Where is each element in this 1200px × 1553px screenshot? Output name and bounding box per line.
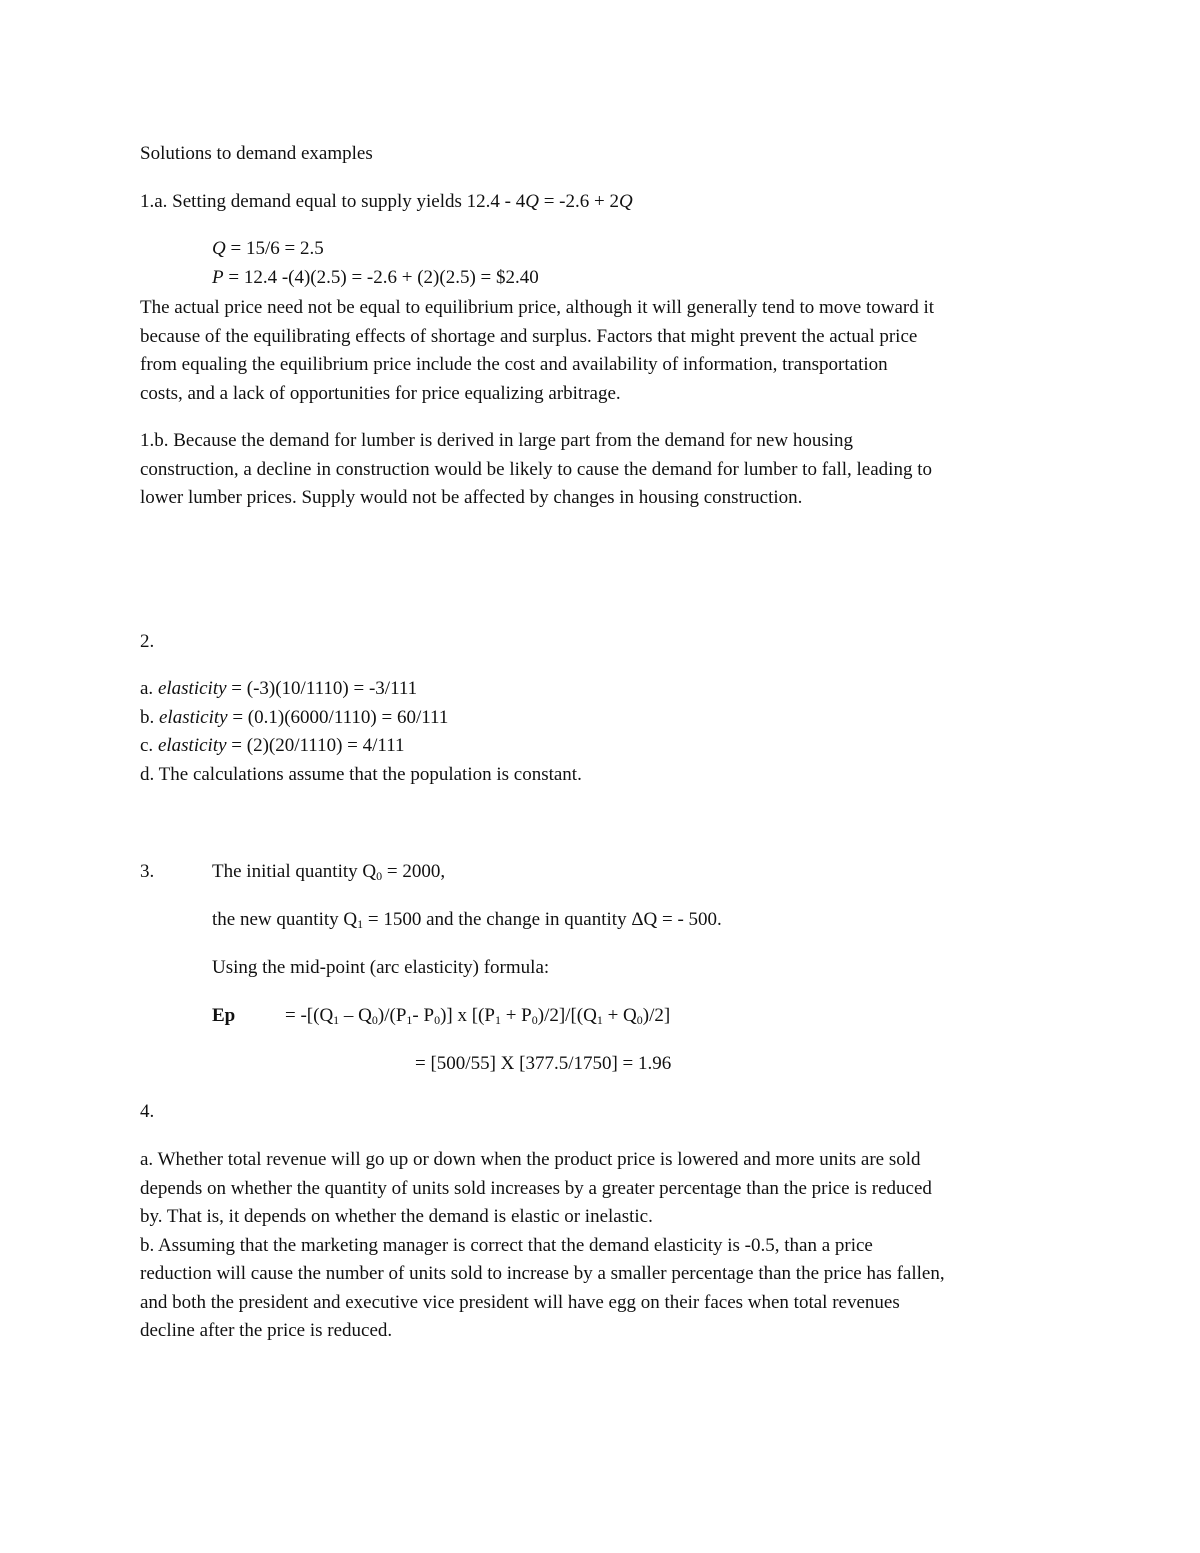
paragraph-line: because of the equilibrating effects of shortage and surplus. Factors that might prevent the actual price: [140, 325, 918, 347]
paragraph-line: decline after the price is reduced.: [140, 1320, 393, 1341]
paragraph-line: by. That is, it depends on whether the demand is elastic or inelastic.: [140, 1206, 653, 1227]
q1a-intro: 1.a. Setting demand equal to supply yields 12.4 - 4Q = -2.6 + 2Q: [140, 191, 633, 212]
paragraph-line: and both the president and executive vice president will have egg on their faces when total revenues: [140, 1291, 900, 1313]
q2-item-b: b. elasticity = (0.1)(6000/1110) = 60/111: [140, 707, 449, 728]
paragraph-line: 1.b. Because the demand for lumber is derived in large part from the demand for new housing: [140, 430, 853, 451]
q3-formula-intro: Using the mid-point (arc elasticity) formula:: [212, 957, 550, 978]
q1a-paragraph: [140, 294, 1070, 408]
q3-new-quantity: the new quantity $Q_1 = 1500$ and the change in quantity ΔQ = - 500.: [212, 909, 722, 931]
q4-paragraph: [140, 1146, 1070, 1346]
document-title: Solutions to demand examples: [140, 143, 373, 164]
paragraph-line: from equaling the equilibrium price include the cost and availability of information, transportation: [140, 354, 888, 375]
q1a-q-value: Q = 15/6 = 2.5: [212, 238, 324, 259]
paragraph-line: construction, a decline in construction would be likely to cause the demand for lumber to fall, leading to: [140, 458, 932, 480]
paragraph-line: a. Whether total revenue will go up or down when the product price is lowered and more units are sold: [140, 1149, 921, 1170]
q2-item-a: a. elasticity = (-3)(10/1110) = -3/111: [140, 678, 418, 699]
paragraph-line: lower lumber prices. Supply would not be affected by changes in housing construction.: [140, 487, 803, 508]
q3-number: 3.: [140, 861, 155, 882]
q2-item-d: d. The calculations assume that the population is constant.: [140, 764, 582, 785]
paragraph-line: reduction will cause the number of units sold to increase by a smaller percentage than the price has fallen,: [140, 1263, 945, 1284]
q3-result: = [500/55] X [377.5/1750] = 1.96: [415, 1053, 672, 1074]
q2-item-c: c. elasticity = (2)(20/1110) = 4/111: [140, 735, 405, 756]
q3-initial-quantity: The initial quantity $Q_0 = 2000$,: [212, 861, 446, 883]
q2-number: 2.: [140, 631, 155, 652]
paragraph-line: costs, and a lack of opportunities for price equalizing arbitrage.: [140, 382, 621, 404]
q1a-p-value: P = 12.4 -(4)(2.5) = -2.6 + (2)(2.5) = $2.40: [212, 267, 539, 288]
q4-number: 4.: [140, 1101, 155, 1122]
paragraph-line: The actual price need not be equal to equilibrium price, although it will generally tend to move toward it: [140, 297, 935, 318]
q3-ep-label: Ep: [212, 1005, 236, 1026]
q1b-paragraph: [140, 427, 1070, 513]
q3-formula: = $-[(Q_1 - Q_0)/(P_1-$ $P_0$)] x $[(P_1 + P_0)/2]/[(Q_1 + Q_0)/2]$: [285, 1005, 671, 1027]
paragraph-line: b. Assuming that the marketing manager is correct that the demand elasticity is -0.5, than a price: [140, 1234, 873, 1256]
paragraph-line: depends on whether the quantity of units sold increases by a greater percentage than the price is reduced: [140, 1177, 932, 1199]
